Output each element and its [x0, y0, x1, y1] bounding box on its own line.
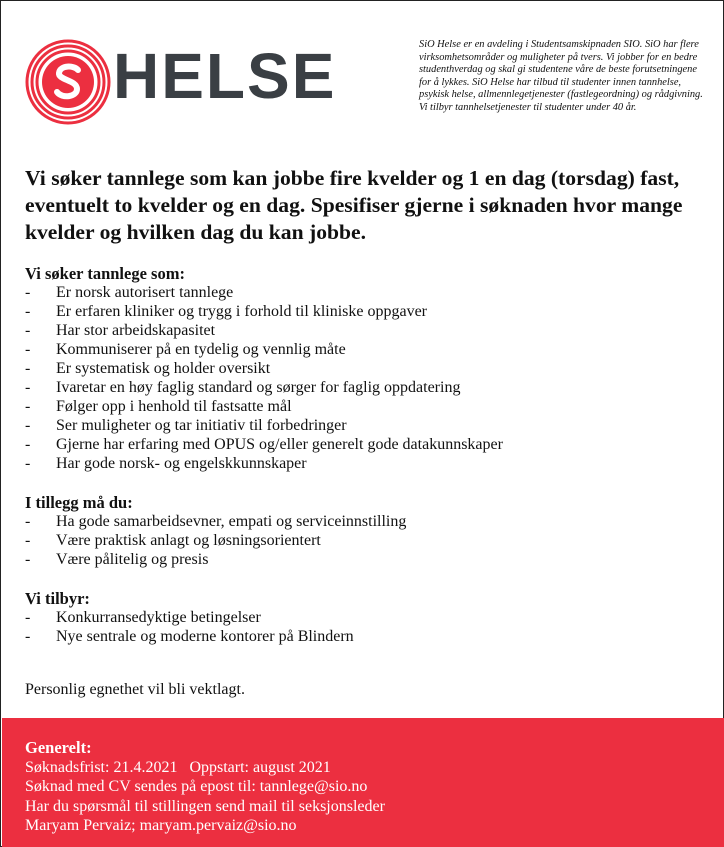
- general-info-footer: [2, 718, 724, 847]
- list-item-text: Være pålitelig og presis: [56, 551, 209, 568]
- list-item-text: Har stor arbeidskapasitet: [56, 322, 216, 339]
- dash-bullet: -: [25, 609, 31, 626]
- dash-bullet: -: [25, 322, 31, 339]
- footer-content: [25, 738, 385, 836]
- list-item: [25, 283, 705, 302]
- list-item: [25, 435, 705, 454]
- list-item-text: Er norsk autorisert tannlege: [56, 284, 234, 301]
- suitability-note: Personlig egnethet vil bli vektlagt.: [25, 681, 245, 698]
- list-item: [25, 627, 705, 646]
- list-item-text: Følger opp i henhold til fastsatte mål: [56, 398, 292, 415]
- sio-circle-logo-icon: [25, 39, 111, 125]
- list-item: [25, 550, 705, 569]
- brand-name: HELSE: [113, 40, 337, 112]
- offer-title: Vi tilbyr:: [25, 589, 90, 608]
- list-item: [25, 302, 705, 321]
- dash-bullet: -: [25, 513, 31, 530]
- dash-bullet: -: [25, 628, 31, 645]
- dash-bullet: -: [25, 379, 31, 396]
- dash-bullet: -: [25, 284, 31, 301]
- application-line: Søknad med CV sendes på epost til: tannlege@sio.no: [25, 778, 368, 795]
- list-item: [25, 359, 705, 378]
- list-item: [25, 340, 705, 359]
- offer-section: [25, 589, 705, 646]
- requirements-title: Vi søker tannlege som:: [25, 264, 185, 283]
- list-item-text: Være praktisk anlagt og løsningsorientert: [56, 532, 321, 549]
- dash-bullet: -: [25, 417, 31, 434]
- additional-section: [25, 493, 705, 569]
- list-item-text: Ha gode samarbeidsevner, empati og serviceinnstilling: [56, 513, 407, 530]
- deadline-line: Søknadsfrist: 21.4.2021 Oppstart: august 2021: [25, 758, 331, 776]
- list-item-text: Ser muligheter og tar initiativ til forbedringer: [56, 417, 347, 434]
- list-item-text: Kommuniserer på en tydelig og vennlig måte: [56, 341, 346, 358]
- dash-bullet: -: [25, 455, 31, 472]
- dash-bullet: -: [25, 303, 31, 320]
- footer-title: Generelt:: [25, 738, 92, 757]
- list-item-text: Konkurransedyktige betingelser: [56, 609, 261, 626]
- dash-bullet: -: [25, 341, 31, 358]
- list-item: [25, 378, 705, 397]
- dash-bullet: -: [25, 436, 31, 453]
- list-item-text: Nye sentrale og moderne kontorer på Blindern: [56, 628, 354, 645]
- list-item-text: Gjerne har erfaring med OPUS og/eller generelt gode datakunnskaper: [56, 436, 503, 453]
- offer-list: [25, 608, 705, 646]
- list-item: [25, 531, 705, 550]
- list-item: [25, 416, 705, 435]
- list-item: [25, 321, 705, 340]
- dash-bullet: -: [25, 532, 31, 549]
- dash-bullet: -: [25, 398, 31, 415]
- about-paragraph: SiO Helse er en avdeling i Studentsamskipnaden SIO. SiO har flere virksomhetsområder og muligheter på tvers. Vi jobber for en bedre studenthverdag og skal gi studentene våre de beste forutsetningene for å lykkes. SiO Helse har tilbud til studenter innen tannhelse, psykisk helse, allmennlegetjenester (fastlegeordning) og rådgivning. Vi tilbyr tannhelsetjenester til studenter under 40 år.: [419, 39, 703, 113]
- additional-list: [25, 512, 705, 569]
- contact-line: Maryam Pervaiz; maryam.pervaiz@sio.no: [25, 817, 297, 834]
- list-item-text: Er systematisk og holder oversikt: [56, 360, 271, 377]
- requirements-list: [25, 283, 705, 473]
- dash-bullet: -: [25, 360, 31, 377]
- list-item-text: Ivaretar en høy faglig standard og sørger for faglig oppdatering: [56, 379, 461, 396]
- list-item: [25, 397, 705, 416]
- list-item-text: Har gode norsk- og engelskkunnskaper: [56, 455, 307, 472]
- headline: Vi søker tannlege som kan jobbe fire kvelder og 1 en dag (torsdag) fast, eventuelt to kvelder og en dag. Spesifiser gjerne i søknaden hvor mange kvelder og hvilken dag du kan jobbe.: [25, 166, 683, 244]
- dash-bullet: -: [25, 551, 31, 568]
- list-item-text: Er erfaren kliniker og trygg i forhold til kliniske oppgaver: [56, 303, 428, 320]
- questions-line: Har du spørsmål til stillingen send mail til seksjonsleder: [25, 797, 385, 815]
- list-item: [25, 608, 705, 627]
- additional-title: I tillegg må du:: [25, 493, 133, 512]
- list-item: [25, 454, 705, 473]
- list-item: [25, 512, 705, 531]
- requirements-section: [25, 264, 705, 473]
